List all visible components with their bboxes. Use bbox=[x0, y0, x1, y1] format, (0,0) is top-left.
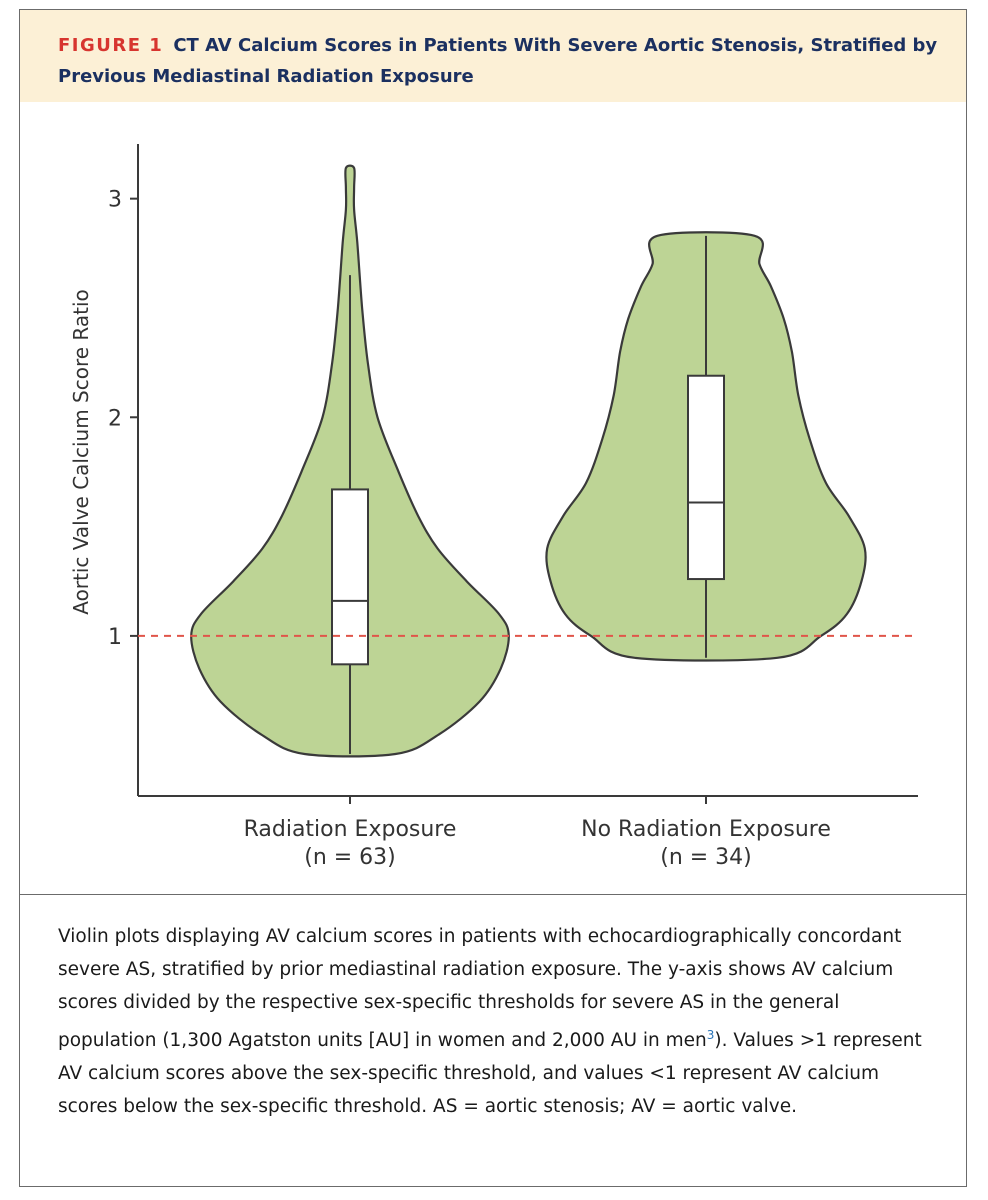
caption-text-part1: Violin plots displaying AV calcium scores in patients with echocardiographically concordant severe AS, stratified by prior mediastinal radiation exposure. The y-axis shows AV calcium scores divided by the respective sex-specific thresholds for severe AS in the general population (1,300 Agatston units [AU] in women and 2,000 AU in men bbox=[58, 926, 902, 1052]
caption-text-part2: ). Values >1 represent AV calcium scores above the sex-specific threshold, and values <1 represent AV calcium scores below the sex-specific threshold. AS = aortic stenosis; AV = aortic valve. bbox=[58, 1030, 922, 1118]
category-n-label-0: (n = 63) bbox=[304, 845, 396, 870]
category-n-label-1: (n = 34) bbox=[660, 845, 752, 870]
category-label-1: No Radiation Exposure bbox=[581, 817, 831, 842]
caption-divider bbox=[20, 894, 966, 895]
violin-chart bbox=[20, 102, 966, 894]
chart-area bbox=[20, 102, 966, 894]
y-axis-label: Aortic Valve Calcium Score Ratio bbox=[69, 289, 93, 615]
figure-header bbox=[20, 10, 966, 102]
figure-caption bbox=[58, 920, 938, 1123]
iqr-box-0 bbox=[332, 489, 368, 664]
y-tick-label-2: 2 bbox=[108, 406, 122, 432]
iqr-box-1 bbox=[688, 376, 724, 579]
caption-reference-link[interactable]: 3 bbox=[706, 1028, 715, 1042]
category-label-0: Radiation Exposure bbox=[243, 817, 457, 842]
y-tick-label-3: 3 bbox=[108, 187, 122, 213]
y-tick-label-1: 1 bbox=[108, 624, 122, 650]
figure-frame bbox=[19, 9, 967, 1187]
figure-label: FIGURE 1 bbox=[58, 35, 164, 56]
figure-title: CT AV Calcium Scores in Patients With Severe Aortic Stenosis, Stratified by Previous Mediastinal Radiation Exposure bbox=[58, 35, 938, 87]
